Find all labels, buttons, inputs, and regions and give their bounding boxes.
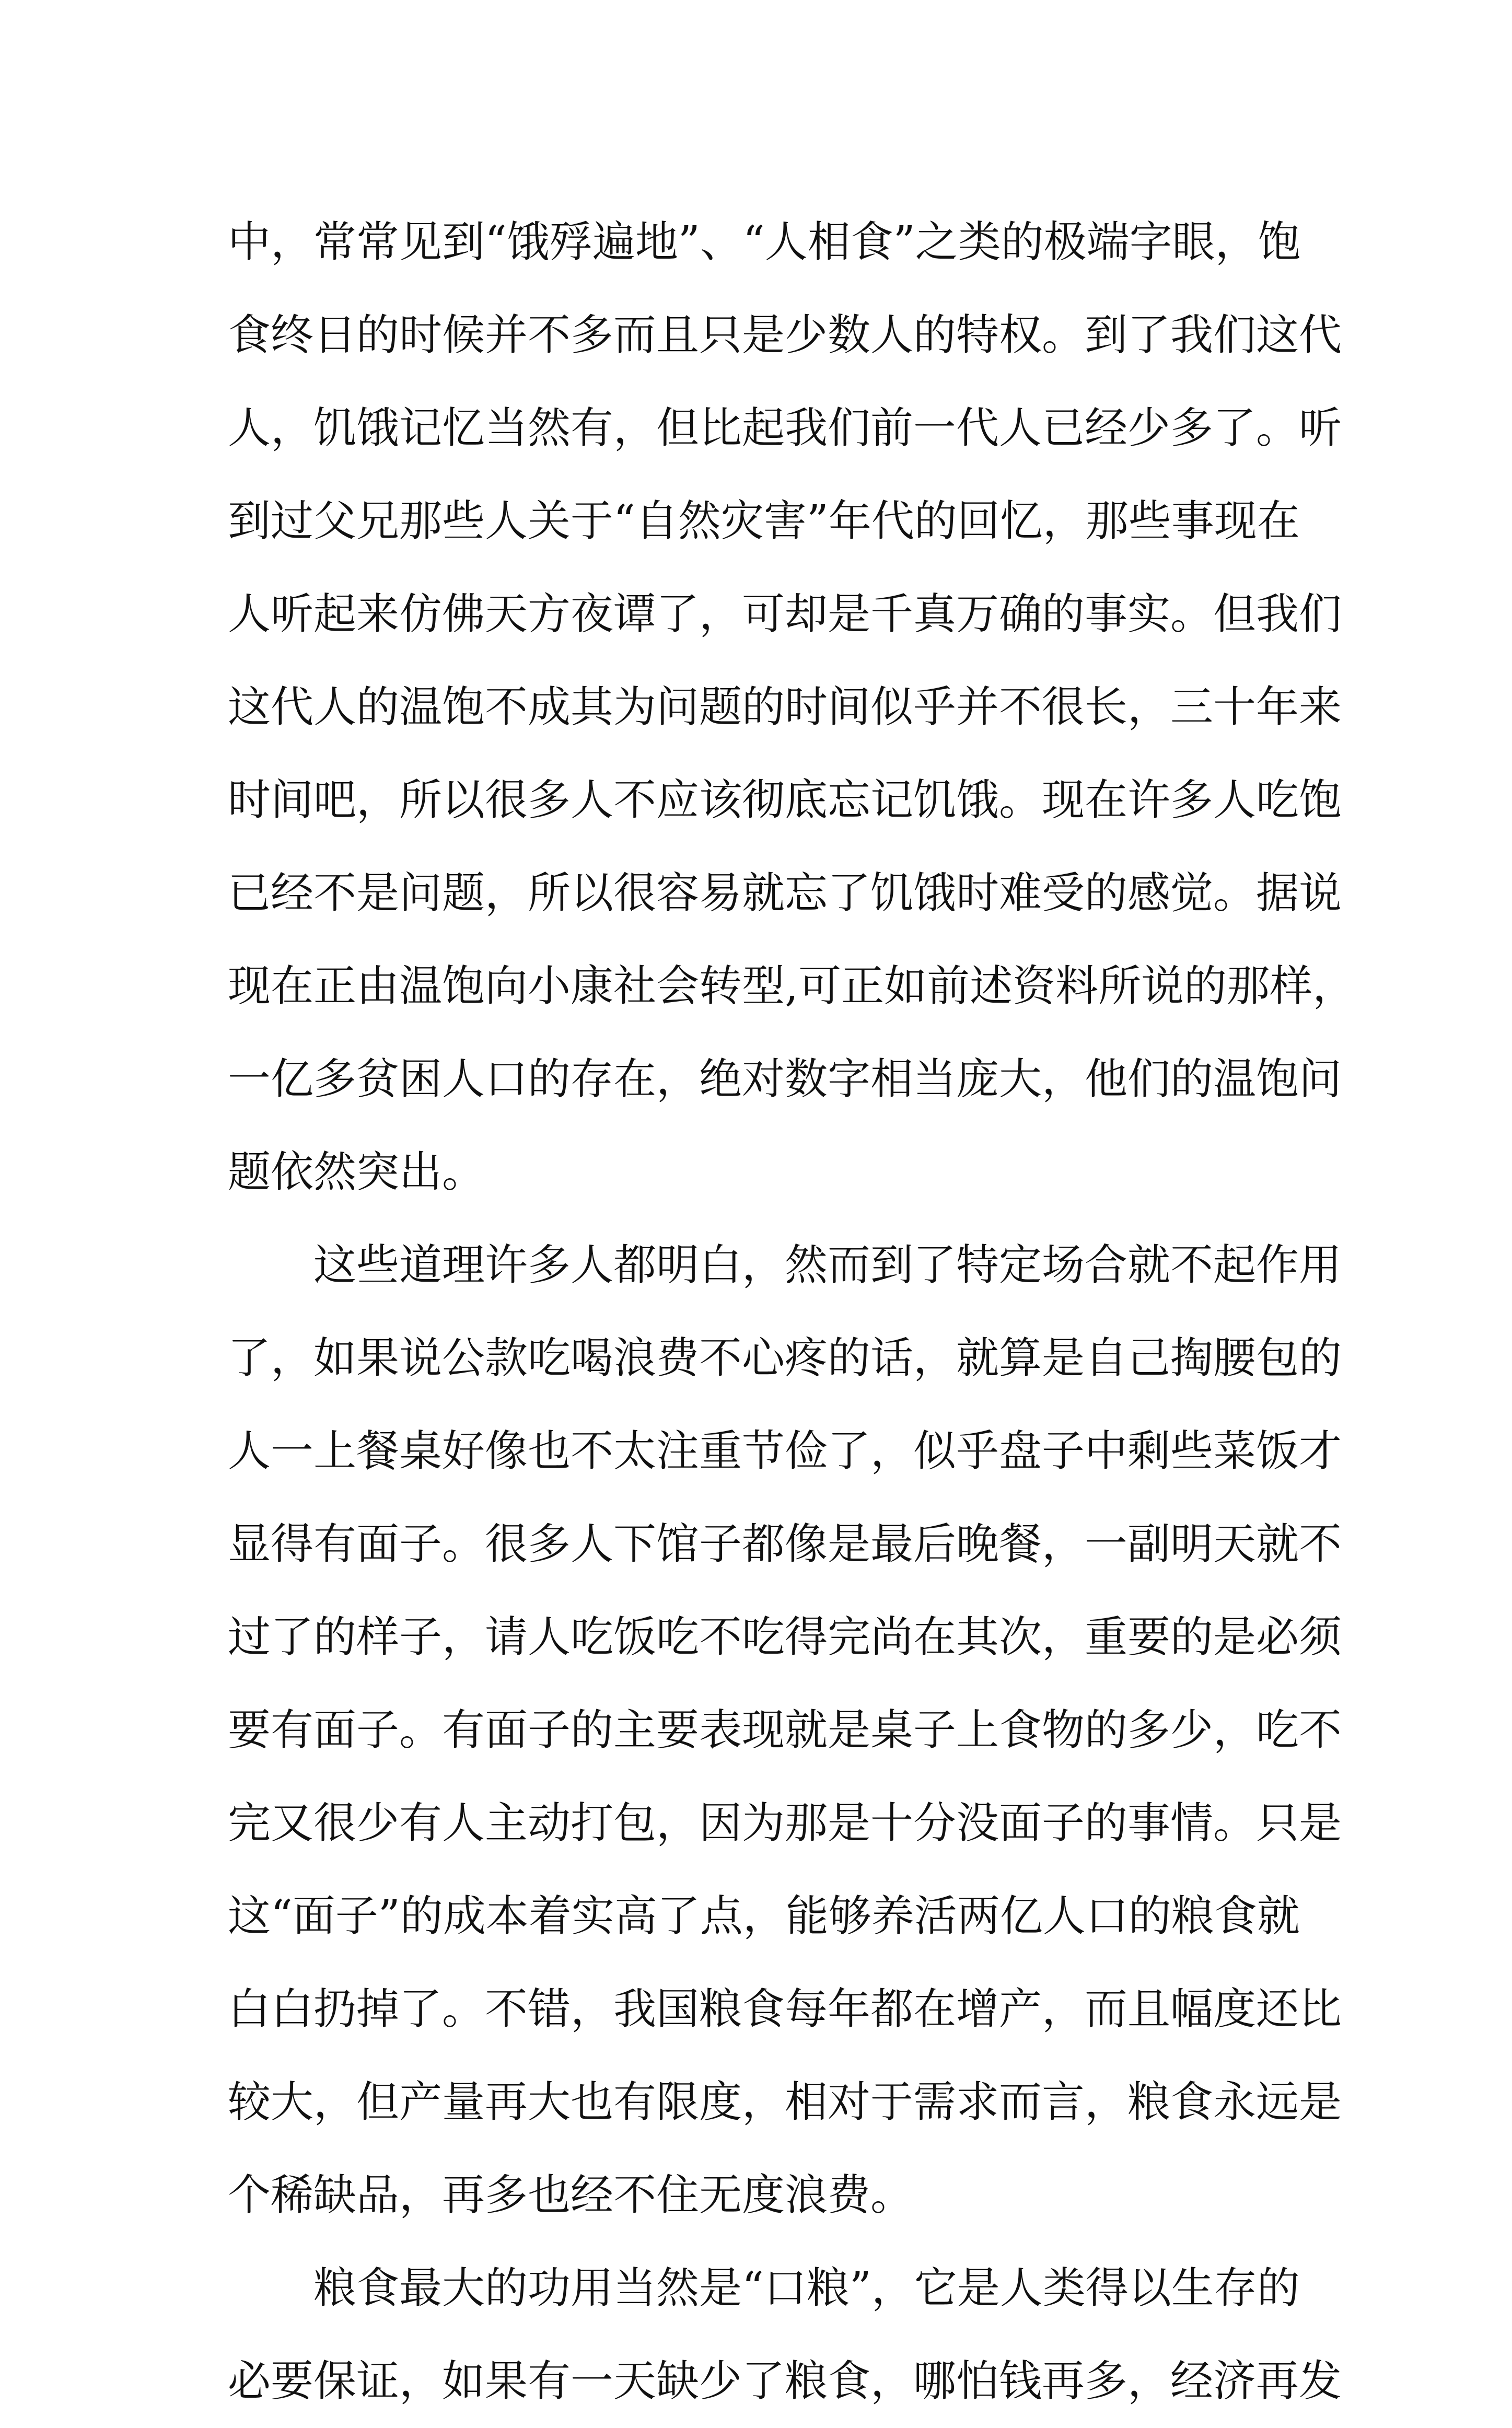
text-line: 必要保证，如果有一天缺少了粮食，哪怕钱再多，经济再发 <box>228 2356 1342 2406</box>
text-line: 完又很少有人主动打包，因为那是十分没面子的事情。只是 <box>228 1798 1342 1848</box>
text-line: 人听起来仿佛天方夜谭了，可却是千真万确的事实。但我们 <box>228 589 1342 639</box>
text-line: 过了的样子，请人吃饭吃不吃得完尚在其次，重要的是必须 <box>228 1612 1342 1662</box>
text-line: 到过父兄那些人关于“自然灾害”年代的回忆，那些事现在 <box>228 496 1300 546</box>
text-line: 题依然突出。 <box>228 1147 485 1197</box>
text-line: 时间吧，所以很多人不应该彻底忘记饥饿。现在许多人吃饱 <box>228 775 1342 825</box>
text-line: 人，饥饿记忆当然有，但比起我们前一代人已经少多了。听 <box>228 403 1342 453</box>
text-line: 较大，但产量再大也有限度，相对于需求而言，粮食永远是 <box>228 2077 1342 2127</box>
text-line: 要有面子。有面子的主要表现就是桌子上食物的多少，吃不 <box>228 1705 1342 1755</box>
text-line: 这“面子”的成本着实高了点，能够养活两亿人口的粮食就 <box>228 1891 1300 1941</box>
text-line: 白白扔掉了。不错，我国粮食每年都在增产，而且幅度还比 <box>228 1984 1342 2034</box>
text-line: 人一上餐桌好像也不太注重节俭了，似乎盘子中剩些菜饭才 <box>228 1426 1342 1476</box>
text-line: 现在正由温饱向小康社会转型,可正如前述资料所说的那样， <box>228 961 1356 1011</box>
text-line: 了，如果说公款吃喝浪费不心疼的话，就算是自己掏腰包的 <box>228 1333 1342 1383</box>
text-line: 这些道理许多人都明白，然而到了特定场合就不起作用 <box>313 1240 1342 1290</box>
text-line: 显得有面子。很多人下馆子都像是最后晚餐，一副明天就不 <box>228 1519 1342 1569</box>
text-line: 粮食最大的功用当然是“口粮”，它是人类得以生存的 <box>313 2263 1300 2313</box>
text-line: 一亿多贫困人口的存在，绝对数字相当庞大，他们的温饱问 <box>228 1054 1342 1104</box>
body-text <box>228 196 1356 2428</box>
text-line: 个稀缺品，再多也经不住无度浪费。 <box>228 2170 914 2220</box>
text-line: 这代人的温饱不成其为问题的时间似乎并不很长，三十年来 <box>228 682 1342 732</box>
text-line: 已经不是问题，所以很容易就忘了饥饿时难受的感觉。据说 <box>228 868 1342 918</box>
text-line: 中，常常见到“饿殍遍地”、“人相食”之类的极端字眼，饱 <box>228 217 1301 267</box>
text-line: 食终日的时候并不多而且只是少数人的特权。到了我们这代 <box>228 310 1342 360</box>
